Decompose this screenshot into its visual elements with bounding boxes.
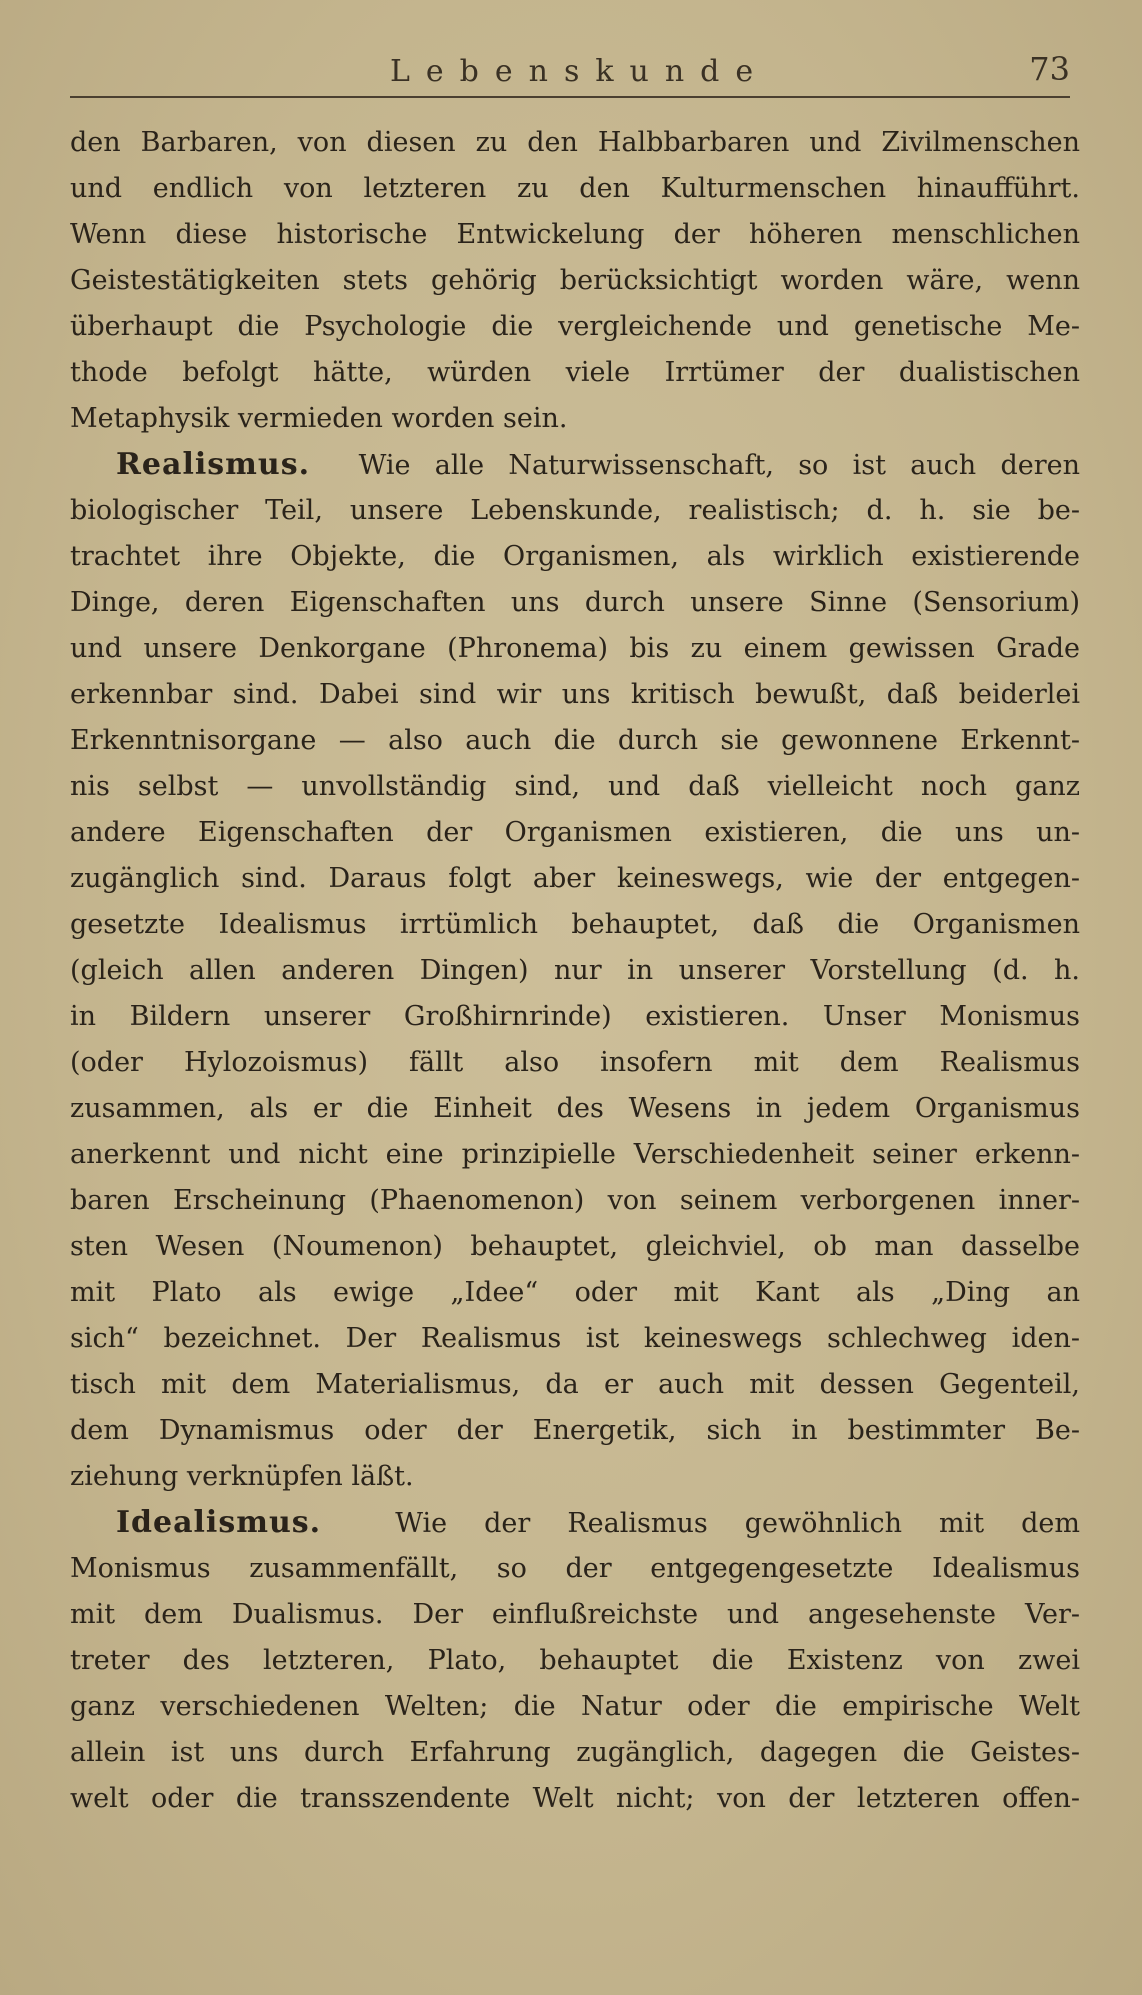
text-line: biologischer Teil, unsere Lebenskunde, realistisch; d. h. sie be- [70, 495, 1080, 526]
text-line: sten Wesen (Noumenon) behauptet, gleichviel, ob man dasselbe [70, 1231, 1080, 1262]
text-line: überhaupt die Psychologie die vergleichende und genetische Me- [70, 311, 1080, 342]
text-line: Wenn diese historische Entwickelung der höheren menschlichen [70, 219, 1080, 250]
text-line: nis selbst — unvollständig sind, und daß vielleicht noch ganz [70, 771, 1080, 802]
text-line: (oder Hylozoismus) fällt also insofern mit dem Realismus [70, 1047, 1080, 1078]
text-line: ganz verschiedenen Welten; die Natur oder die empirische Welt [70, 1691, 1080, 1722]
text-line: zugänglich sind. Daraus folgt aber keineswegs, wie der entgegen- [70, 863, 1080, 894]
text-line: welt oder die transszendente Welt nicht; von der letzteren offen- [70, 1783, 1080, 1814]
text-line: treter des letzteren, Plato, behauptet die Existenz von zwei [70, 1645, 1080, 1676]
section-heading-idealismus: Idealismus. [116, 1505, 322, 1540]
text-line: trachtet ihre Objekte, die Organismen, als wirklich existierende [70, 541, 1080, 572]
text-run: Wie alle Naturwissenschaft, so ist auch deren [358, 450, 1080, 481]
text-line: ziehung verknüpfen läßt. [70, 1461, 414, 1492]
running-head-title: Lebenskunde [390, 54, 770, 89]
paragraph-realismus [70, 442, 1080, 1500]
text-line: mit Plato als ewige „Idee“ oder mit Kant als „Ding an [70, 1277, 1080, 1308]
paragraph-continuation [70, 120, 1080, 442]
text-line: tisch mit dem Materialismus, da er auch mit dessen Gegenteil, [70, 1369, 1080, 1400]
text-line: Monismus zusammenfällt, so der entgegengesetzte Idealismus [70, 1553, 1080, 1584]
body-text [70, 120, 1080, 1822]
text-line: zusammen, als er die Einheit des Wesens in jedem Organismus [70, 1093, 1080, 1124]
text-line: sich“ bezeichnet. Der Realismus ist keineswegs schlechweg iden- [70, 1323, 1080, 1354]
text-line-with-heading [70, 442, 1080, 488]
text-line: und unsere Denkorgane (Phronema) bis zu einem gewissen Grade [70, 633, 1080, 664]
text-line: gesetzte Idealismus irrtümlich behauptet, daß die Organismen [70, 909, 1080, 940]
text-line: Geistestätigkeiten stets gehörig berücksichtigt worden wäre, wenn [70, 265, 1080, 296]
header-rule [70, 96, 1070, 98]
text-line: allein ist uns durch Erfahrung zugänglich, dagegen die Geistes- [70, 1737, 1080, 1768]
text-line: (gleich allen anderen Dingen) nur in unserer Vorstellung (d. h. [70, 955, 1080, 986]
text-run: Wie der Realismus gewöhnlich mit dem [395, 1508, 1080, 1539]
text-line: Dinge, deren Eigenschaften uns durch unsere Sinne (Sensorium) [70, 587, 1080, 618]
text-line: andere Eigenschaften der Organismen existieren, die uns un- [70, 817, 1080, 848]
text-line: Metaphysik vermieden worden sein. [70, 403, 568, 434]
text-line: dem Dynamismus oder der Energetik, sich in bestimmter Be- [70, 1415, 1080, 1446]
text-line: und endlich von letzteren zu den Kulturmenschen hinaufführt. [70, 173, 1080, 204]
paragraph-idealismus [70, 1500, 1080, 1822]
text-line: baren Erscheinung (Phaenomenon) von seinem verborgenen inner- [70, 1185, 1080, 1216]
text-line: erkennbar sind. Dabei sind wir uns kritisch bewußt, daß beiderlei [70, 679, 1080, 710]
page-number: 73 [1029, 50, 1070, 88]
text-line: den Barbaren, von diesen zu den Halbbarbaren und Zivilmenschen [70, 127, 1080, 158]
section-heading-realismus: Realismus. [116, 447, 311, 482]
text-line-with-heading [70, 1500, 1080, 1546]
running-head [70, 50, 1070, 102]
text-line: mit dem Dualismus. Der einflußreichste und angesehenste Ver- [70, 1599, 1080, 1630]
text-line: in Bildern unserer Großhirnrinde) existieren. Unser Monismus [70, 1001, 1080, 1032]
text-line: Erkenntnisorgane — also auch die durch sie gewonnene Erkennt- [70, 725, 1080, 756]
text-line: anerkennt und nicht eine prinzipielle Verschiedenheit seiner erkenn- [70, 1139, 1080, 1170]
text-line: thode befolgt hätte, würden viele Irrtümer der dualistischen [70, 357, 1080, 388]
